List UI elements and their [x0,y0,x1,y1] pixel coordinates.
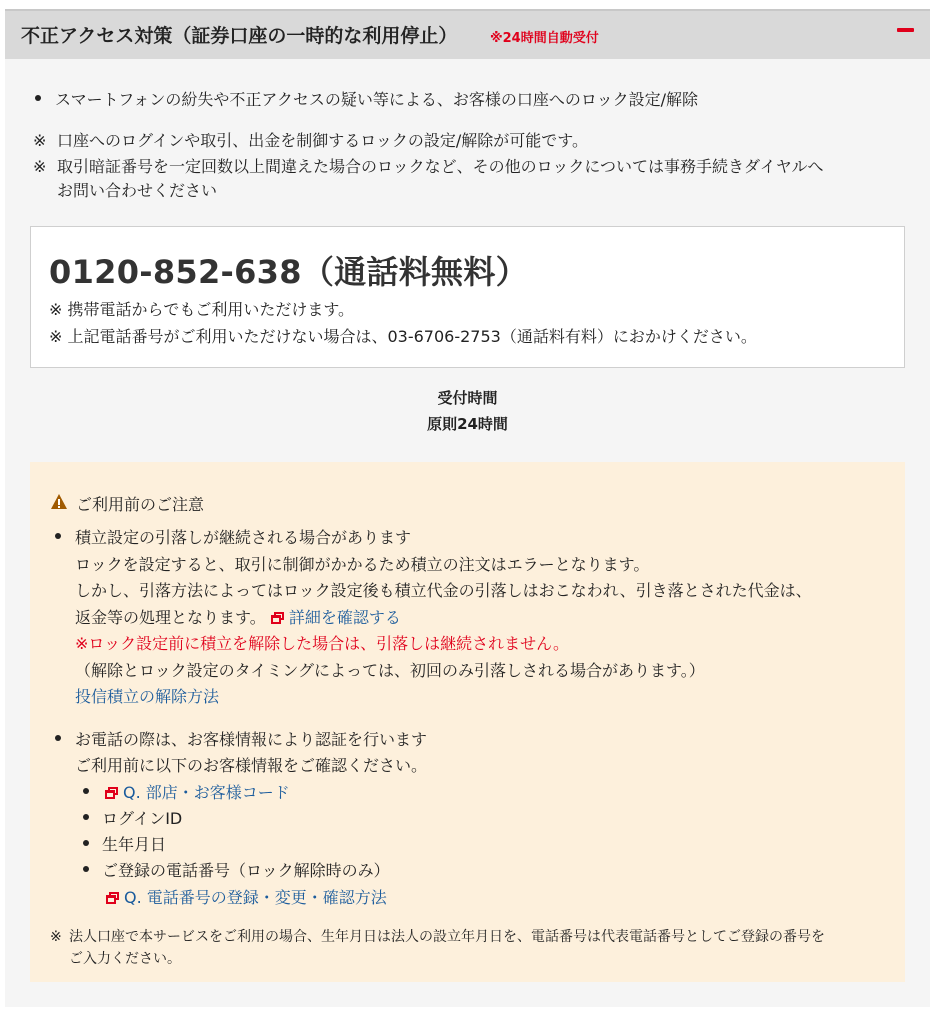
sub-bullet-dot [83,788,89,794]
caution-item1-line3 [75,605,401,628]
note-mark: ※ [33,157,47,176]
bullet-dot [35,95,41,101]
caution-item1-line3-text: 返金等の処理となります。 [75,608,266,627]
branch-customer-code-label: Q. 部店・お客様コード [123,783,290,802]
phone-note-mobile: ※ 携帯電話からでもご利用いただけます。 [49,300,355,319]
hours-value: 原則24時間 [427,415,508,433]
external-window-icon [106,892,119,904]
panel-header[interactable] [5,9,930,59]
note-text: 取引暗証番号を一定回数以上間違えた場合のロックなど、その他のロックについては事務手続きダイヤルへ [57,157,824,176]
external-window-icon [271,612,284,624]
hours-label: 受付時間 [437,389,498,407]
login-id-item: ログインID [102,809,183,828]
phone-number: 0120-852-638（通話料無料） [49,253,528,291]
auto-reception-badge: ※24時間自動受付 [490,31,599,46]
intro-bullet: スマートフォンの紛失や不正アクセスの疑い等による、お客様の口座へのロック設定/解除 [55,90,698,109]
panel-title: 不正アクセス対策（証券口座の一時的な利用停止） [21,25,458,47]
detail-link[interactable] [271,608,401,627]
registered-phone-item: ご登録の電話番号（ロック解除時のみ） [102,861,390,880]
external-window-icon [105,787,118,799]
sub-bullet-dot [83,814,89,820]
caution-item2-heading: お電話の際は、お客様情報により認証を行います [75,730,428,749]
detail-link-label: 詳細を確認する [288,608,401,627]
phone-registration-label: Q. 電話番号の登録・変更・確認方法 [124,888,387,907]
footnote-line2: ご入力ください。 [69,951,181,967]
sub-bullet-dot [83,840,89,846]
caution-item1-line1: ロックを設定すると、取引に制御がかかるため積立の注文はエラーとなります。 [75,555,650,574]
caution-item2-line1: ご利用前に以下のお客様情報をご確認ください。 [75,756,428,775]
note-mark: ※ [33,131,47,150]
phone-note-alternate: ※ 上記電話番号がご利用いただけない場合は、03-6706-2753（通話料有料）におかけください。 [49,327,757,346]
sub-bullet-dot [83,866,89,872]
note-text: 口座へのログインや取引、出金を制御するロックの設定/解除が可能です。 [57,131,588,150]
caution-item1-paren-note: （解除とロック設定のタイミングによっては、初回のみ引落しされる場合があります。） [75,661,705,680]
minus-icon[interactable] [897,28,914,32]
phone-registration-link[interactable] [106,885,387,908]
warning-icon [50,493,68,511]
footnote-mark: ※ [50,929,62,945]
birthdate-item: 生年月日 [102,835,167,854]
caution-box [30,462,905,982]
caution-item1-red-note: ※ロック設定前に積立を解除した場合は、引落しは継続されません。 [75,634,570,653]
bullet-dot [55,533,61,539]
lock-service-panel [5,9,930,1007]
caution-item1-line2: しかし、引落方法によってはロック設定後も積立代金の引落しはおこなわれ、引き落とされた代金は、 [75,581,812,600]
branch-customer-code-link[interactable] [105,780,290,803]
caution-item1-heading: 積立設定の引落しが継続される場合があります [75,528,412,547]
phone-box [30,226,905,368]
note-text-cont: お問い合わせください [57,181,218,200]
caution-title: ご利用前のご注意 [76,495,205,514]
bullet-dot [55,735,61,741]
cancel-savings-link[interactable]: 投信積立の解除方法 [75,687,220,706]
footnote-line1: 法人口座で本サービスをご利用の場合、生年月日は法人の設立年月日を、電話番号は代表電話番号としてご登録の番号を [69,929,825,945]
